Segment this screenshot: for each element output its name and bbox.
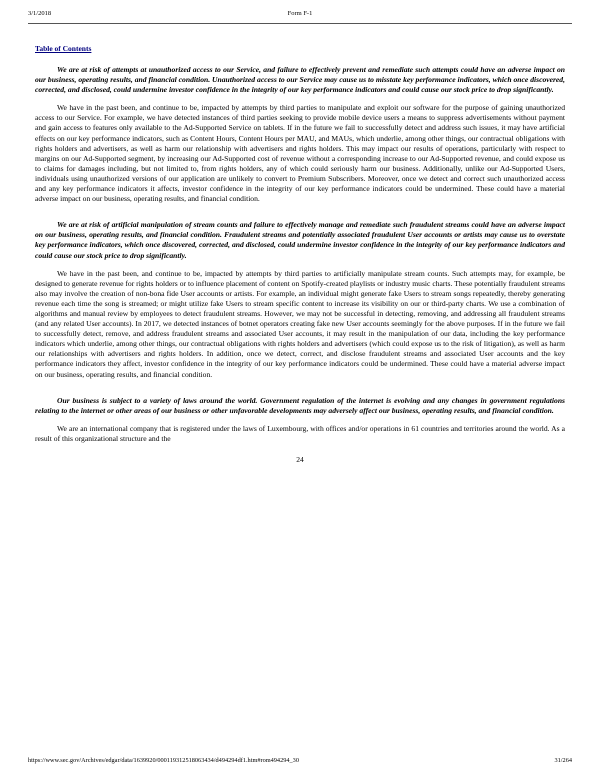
document-content <box>35 38 565 464</box>
risk-heading-government-regulation: Our business is subject to a variety of laws around the world. Government regulation of the internet is evolving and any changes in government regulations relating to the internet or other areas of our business or other unfavorable developments may adversely affect our business, operating results, and financial condition. <box>35 395 565 415</box>
table-of-contents-link[interactable]: Table of Contents <box>35 44 92 53</box>
page-number: 24 <box>296 455 304 464</box>
page-header <box>28 10 572 17</box>
header-date: 3/1/2018 <box>28 10 52 17</box>
header-form-title: Form F-1 <box>287 10 313 17</box>
header-divider <box>28 23 572 24</box>
footer-page-indicator: 31/264 <box>554 757 572 764</box>
risk-heading-stream-manipulation: We are at risk of artificial manipulation of stream counts and failure to effectively manage and remediate such fraudulent streams could have an adverse impact on our business, operating results, and financial condition. Fraudulent streams and potentially associated fraudulent User accounts or artists may cause us to overstate key performance indicators, which once discovered, corrected, and disclosed, could undermine investor confidence in the integrity of our key performance indicators and could cause our stock price to drop significantly. <box>35 220 565 260</box>
risk-body-government-regulation: We are an international company that is registered under the laws of Luxembourg, with offices and/or operations in 61 countries and territories around the world. As a result of this organizational structure and the <box>35 423 565 443</box>
risk-body-unauthorized-access: We have in the past been, and continue to be, impacted by attempts by third parties to manipulate and exploit our software for the purpose of gaining unauthorized access to our Service. For example, we have detected instances of third parties seeking to provide mobile device users a means to suppress advertisements without payment and gain access to features only available to the Ad-Supported Service on tablets. If in the future we fail to successfully detect and address such issues, it may have artificial effects on our key performance indicators, such as Content Hours, Content Hours per MAU, and MAUs, which underlie, among other things, our contractual obligations with rights holders and advertisers, as well as harm our relationship with advertisers and rights holders. This may impact our results of operations, particularly with respect to margins on our Ad-Supported segment, by increasing our Ad-Supported cost of revenue without a corresponding increase to our Ad-Supported revenue, and could expose us to claims for damages including, but not limited to, from rights holders, any of which could seriously harm our business. Additionally, unlike our Ad-Supported Users, individuals using unauthorized versions of our application are unlikely to convert to Premium Subscribers. Moreover, once we detect and correct such unauthorized access and any key performance indicators it affects, investor confidence in the integrity of our key performance indicators could be undermined. These could have a material adverse impact on our business, operating results, and financial condition. <box>35 103 565 204</box>
risk-heading-unauthorized-access: We are at risk of attempts at unauthorized access to our Service, and failure to effectively prevent and remediate such attempts could have an adverse impact on our business, operating results, and financial condition. Unauthorized access to our Service may cause us to misstate key performance indicators, which once discovered, corrected, and disclosed, could undermine investor confidence in the integrity of our key performance indicators and could cause our stock price to drop significantly. <box>35 65 565 95</box>
risk-body-stream-manipulation: We have in the past been, and continue to be, impacted by attempts by third parties to artificially manipulate stream counts. Such attempts may, for example, be designed to generate revenue for rights holders or to influence placement of content on Spotify-created playlists or industry music charts. These potentially fraudulent streams also may involve the creation of non-bona fide User accounts or artists. For example, an individual might generate fake Users to stream songs repeatedly, thereby generating revenue each time the song is streamed; or might utilize fake Users to stream specific content to increase its visibility on our or third-party charts. We use a combination of algorithms and manual review by employees to detect fraudulent streams. However, we may not be successful in detecting, removing, and addressing all fraudulent streams (and any related User accounts). In 2017, we detected instances of botnet operators creating fake new User accounts seemingly for the above purposes. If in the future we fail to successfully detect, remove, and address fraudulent streams and associated User accounts, it may result in the manipulation of our data, including the key performance indicators which underlie, among other things, our contractual obligations with rights holders and advertisers (which could expose us to the risk of litigation), as well as harm our relationships with advertisers and rights holders. In addition, once we detect, correct, and disclose fraudulent streams and associated User accounts and the key performance indicators they affect, investor confidence in the integrity of our key performance indicators could be undermined. These could have a material adverse impact on our business, operating results, and financial condition. <box>35 268 565 379</box>
page-footer <box>28 757 572 764</box>
footer-source-url: https://www.sec.gov/Archives/edgar/data/1639920/000119312518063434/d494294df1.htm#rom494294_30 <box>28 757 299 764</box>
